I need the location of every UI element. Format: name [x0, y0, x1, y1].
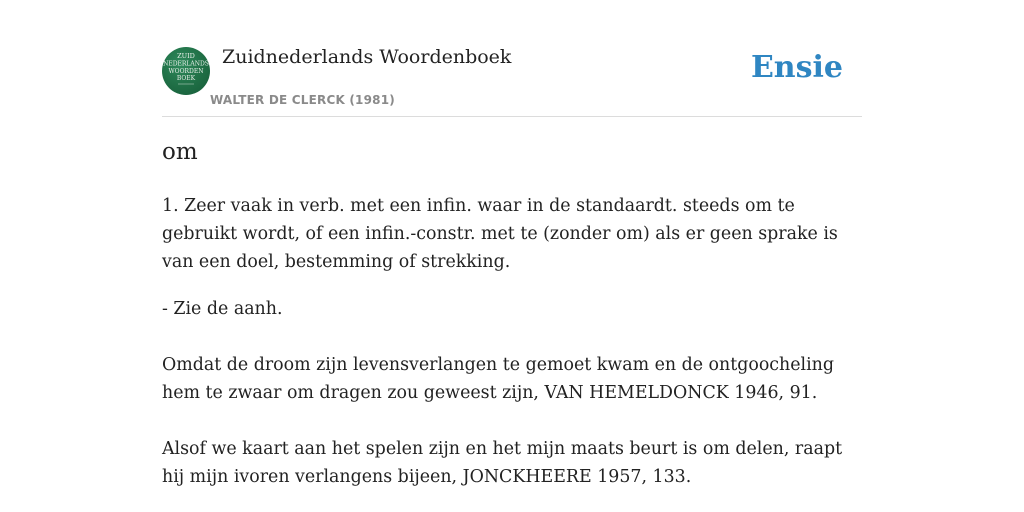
entry-headword: om: [162, 139, 198, 165]
logo-line-4: BOEK: [176, 75, 196, 82]
entry-definition: 1. Zeer vaak in verb. met een infin. waar in de standaardt. steeds om te gebruikt wordt, of een infin.-constr. met te (zonder om) als er geen sprake is van een doel, bestemming of strekking.: [162, 196, 838, 272]
logo-line-2: NEDERLANDS: [163, 60, 209, 68]
brand-logo-link[interactable]: Ensie: [750, 50, 843, 85]
entry-see-also: - Zie de aanh.: [162, 299, 283, 319]
dictionary-header: [162, 40, 862, 117]
dictionary-author: WALTER DE CLERCK (1981): [210, 93, 395, 107]
entry-example: Omdat de droom zijn levensverlangen te gemoet kwam en de ontgoocheling hem te zwaar om dragen zou geweest zijn, VAN HEMELDONCK 1946, 91.: [162, 355, 834, 403]
dictionary-logo-art: [162, 47, 210, 95]
logo-line-3: WOORDEN: [168, 68, 204, 75]
entry-example: Alsof we kaart aan het spelen zijn en het mijn maats beurt is om delen, raapt hij mijn ivoren verlangens bijeen, JONCKHEERE 1957, 133.: [162, 439, 843, 487]
dictionary-logo[interactable]: [162, 47, 210, 95]
dictionary-title[interactable]: Zuidnederlands Woordenboek: [222, 46, 512, 68]
logo-line-1: ZUID: [177, 52, 195, 60]
